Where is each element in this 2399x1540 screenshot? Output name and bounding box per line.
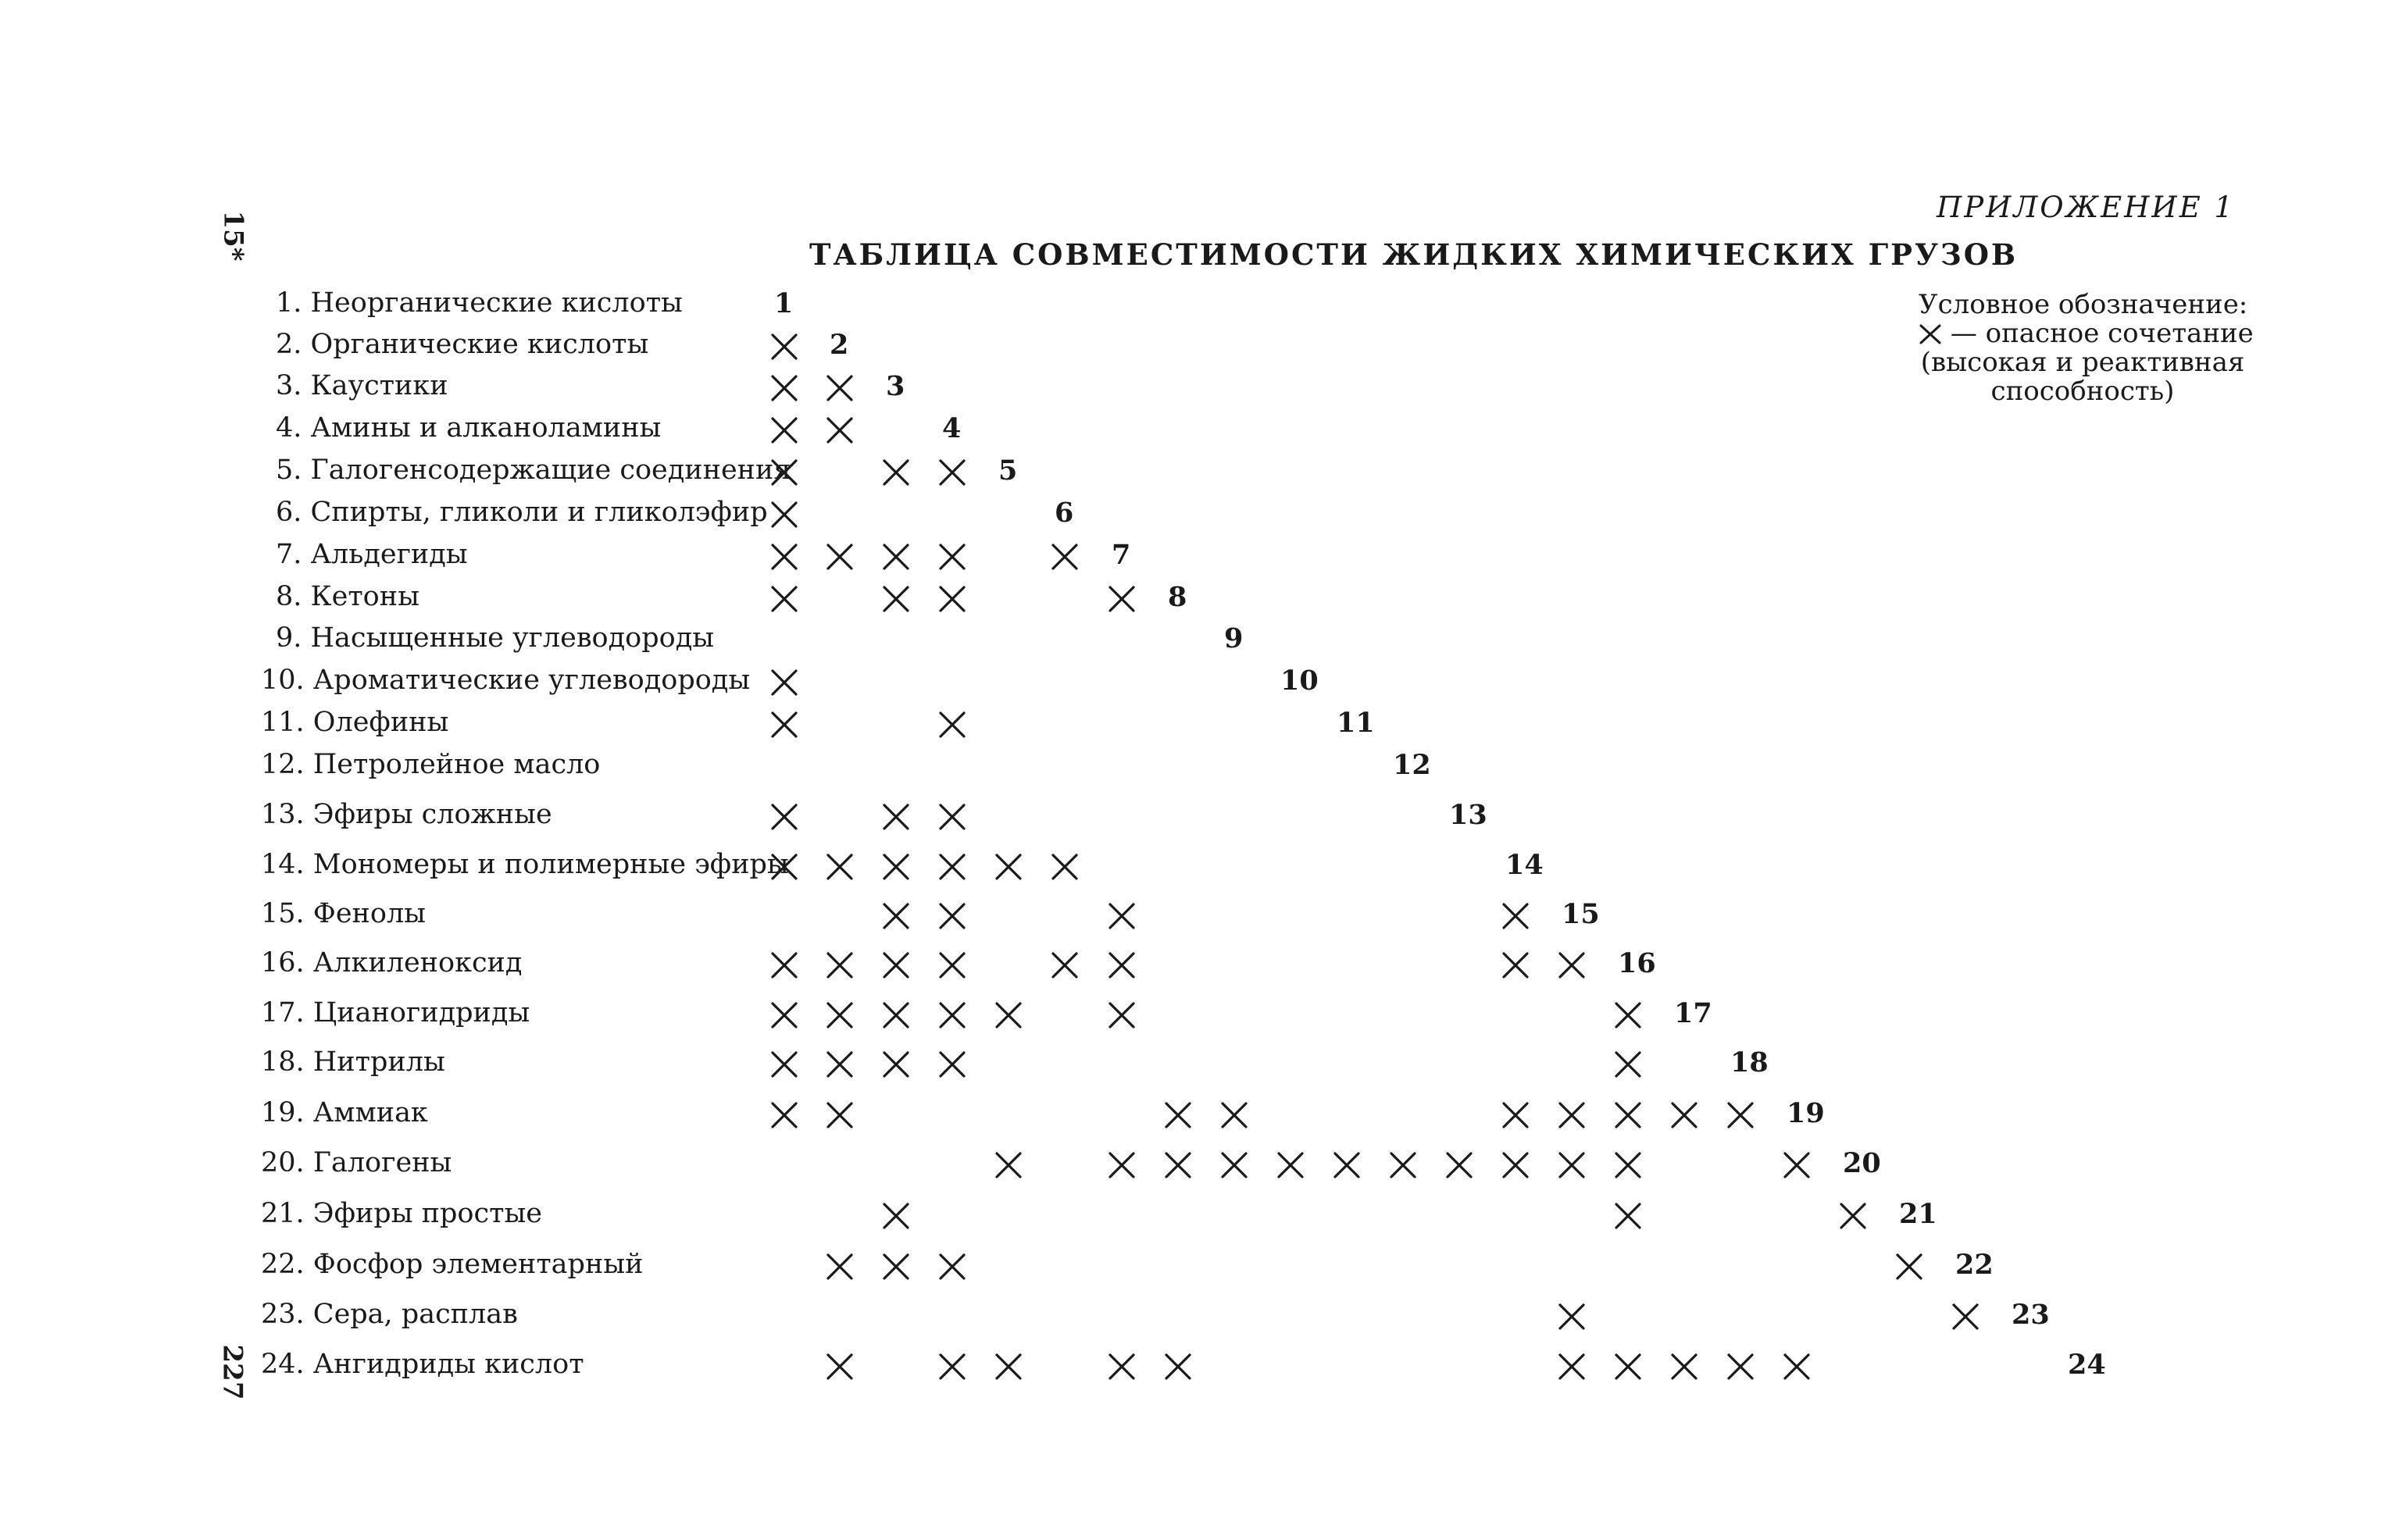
hazard-mark-20-8 bbox=[1166, 1153, 1190, 1177]
hazard-mark-8-4 bbox=[941, 587, 964, 611]
row-label-24: 24. Ангидриды кислот bbox=[261, 1349, 584, 1380]
hazard-mark-7-2 bbox=[828, 545, 851, 569]
hazard-mark-15-7 bbox=[1110, 904, 1133, 928]
hazard-mark-24-7 bbox=[1110, 1355, 1133, 1378]
hazard-mark-3-1 bbox=[773, 376, 796, 400]
hazard-mark-22-3 bbox=[884, 1255, 908, 1278]
diagonal-number-20: 20 bbox=[1843, 1147, 1881, 1179]
diagonal-number-12: 12 bbox=[1393, 749, 1431, 781]
diagonal-number-22: 22 bbox=[1955, 1249, 1994, 1281]
hazard-mark-7-3 bbox=[884, 545, 908, 569]
hazard-mark-16-2 bbox=[828, 954, 851, 977]
row-label-10: 10. Ароматические углеводороды bbox=[261, 665, 751, 696]
row-label-2: 2. Органические кислоты bbox=[276, 329, 649, 360]
hazard-mark-20-9 bbox=[1223, 1153, 1246, 1177]
legend-note-2: способность) bbox=[1990, 376, 2175, 407]
hazard-mark-21-16 bbox=[1616, 1204, 1640, 1228]
hazard-mark-7-4 bbox=[941, 545, 964, 569]
row-label-9: 9. Насыщенные углеводороды bbox=[276, 622, 715, 654]
hazard-mark-23-15 bbox=[1560, 1305, 1583, 1328]
row-label-1: 1. Неорганические кислоты bbox=[276, 287, 683, 319]
diagonal-number-16: 16 bbox=[1618, 947, 1656, 979]
hazard-mark-16-1 bbox=[773, 954, 796, 977]
row-label-23: 23. Сера, расплав bbox=[261, 1299, 518, 1330]
hazard-mark-19-16 bbox=[1616, 1103, 1640, 1127]
hazard-mark-24-4 bbox=[941, 1355, 964, 1378]
hazard-mark-20-13 bbox=[1448, 1153, 1471, 1177]
hazard-mark-22-4 bbox=[941, 1255, 964, 1278]
hazard-mark-18-4 bbox=[941, 1053, 964, 1076]
diagonal-number-21: 21 bbox=[1899, 1198, 1937, 1230]
hazard-mark-7-6 bbox=[1053, 545, 1076, 569]
hazard-mark-18-16 bbox=[1616, 1053, 1640, 1076]
hazard-mark-20-12 bbox=[1391, 1153, 1415, 1177]
hazard-mark-20-15 bbox=[1560, 1153, 1583, 1177]
hazard-mark-3-2 bbox=[828, 376, 851, 400]
margin-number-top: 15* bbox=[217, 210, 249, 262]
hazard-mark-20-10 bbox=[1279, 1153, 1302, 1177]
row-label-18: 18. Нитрилы bbox=[261, 1046, 445, 1078]
hazard-mark-24-5 bbox=[997, 1355, 1020, 1378]
hazard-mark-16-4 bbox=[941, 954, 964, 977]
diagonal-number-8: 8 bbox=[1168, 581, 1187, 613]
hazard-mark-14-5 bbox=[997, 855, 1020, 879]
row-label-21: 21. Эфиры простые bbox=[261, 1198, 543, 1229]
hazard-mark-20-11 bbox=[1335, 1153, 1358, 1177]
hazard-mark-14-2 bbox=[828, 855, 851, 879]
hazard-mark-14-4 bbox=[941, 855, 964, 879]
diagonal-number-17: 17 bbox=[1674, 997, 1712, 1029]
hazard-mark-23-22 bbox=[1954, 1305, 1977, 1328]
row-label-13: 13. Эфиры сложные bbox=[261, 799, 552, 830]
hazard-mark-24-2 bbox=[828, 1355, 851, 1378]
hazard-mark-19-8 bbox=[1166, 1103, 1190, 1127]
hazard-mark-4-1 bbox=[773, 419, 796, 442]
diagonal-number-1: 1 bbox=[774, 287, 794, 319]
hazard-mark-16-3 bbox=[884, 954, 908, 977]
hazard-mark-24-18 bbox=[1729, 1355, 1752, 1378]
hazard-mark-19-14 bbox=[1504, 1103, 1527, 1127]
hazard-mark-24-15 bbox=[1560, 1355, 1583, 1378]
hazard-mark-14-1 bbox=[773, 855, 796, 879]
diagonal-number-13: 13 bbox=[1449, 799, 1487, 831]
diagonal-number-24: 24 bbox=[2068, 1349, 2106, 1381]
row-label-3: 3. Каустики bbox=[276, 370, 448, 401]
appendix-label: ПРИЛОЖЕНИЕ 1 bbox=[1936, 191, 2235, 224]
hazard-mark-8-7 bbox=[1110, 587, 1133, 611]
hazard-mark-20-5 bbox=[997, 1153, 1020, 1177]
hazard-mark-18-3 bbox=[884, 1053, 908, 1076]
hazard-mark-17-1 bbox=[773, 1003, 796, 1027]
page-title: ТАБЛИЦА СОВМЕСТИМОСТИ ЖИДКИХ ХИМИЧЕСКИХ ГРУЗОВ bbox=[809, 237, 2019, 272]
hazard-mark-2-1 bbox=[773, 335, 796, 358]
hazard-mark-22-2 bbox=[828, 1255, 851, 1278]
diagonal-number-18: 18 bbox=[1730, 1046, 1769, 1078]
legend-meaning-text: — опасное сочетание bbox=[1950, 318, 2254, 349]
hazard-mark-24-8 bbox=[1166, 1355, 1190, 1378]
row-label-12: 12. Петролейное масло bbox=[261, 749, 601, 780]
diagonal-number-3: 3 bbox=[886, 370, 905, 402]
row-label-7: 7. Альдегиды bbox=[276, 539, 468, 570]
diagonal-number-10: 10 bbox=[1280, 665, 1319, 697]
row-label-17: 17. Цианогидриды bbox=[261, 997, 530, 1028]
hazard-mark-4-2 bbox=[828, 419, 851, 442]
row-label-20: 20. Галогены bbox=[261, 1147, 452, 1178]
legend-caption: Условное обозначение: bbox=[1919, 289, 2248, 320]
diagonal-number-2: 2 bbox=[830, 329, 849, 361]
diagonal-number-19: 19 bbox=[1787, 1097, 1825, 1129]
hazard-mark-19-17 bbox=[1673, 1103, 1696, 1127]
hazard-mark-6-1 bbox=[773, 503, 796, 526]
row-label-6: 6. Спирты, гликоли и гликолэфир bbox=[276, 497, 768, 528]
hazard-mark-13-4 bbox=[941, 805, 964, 829]
diagonal-number-5: 5 bbox=[998, 455, 1018, 487]
hazard-mark-10-1 bbox=[773, 671, 796, 694]
hazard-mark-21-20 bbox=[1841, 1204, 1865, 1228]
hazard-mark-24-19 bbox=[1785, 1355, 1808, 1378]
hazard-mark-11-1 bbox=[773, 713, 796, 736]
hazard-mark-17-3 bbox=[884, 1003, 908, 1027]
hazard-mark-17-16 bbox=[1616, 1003, 1640, 1027]
hazard-mark-5-3 bbox=[884, 461, 908, 484]
hazard-mark-24-16 bbox=[1616, 1355, 1640, 1378]
hazard-mark-19-9 bbox=[1223, 1103, 1246, 1127]
hazard-mark-20-14 bbox=[1504, 1153, 1527, 1177]
row-label-16: 16. Алкиленоксид bbox=[261, 947, 523, 979]
hazard-mark-15-3 bbox=[884, 904, 908, 928]
hazard-mark-18-1 bbox=[773, 1053, 796, 1076]
hazard-mark-16-14 bbox=[1504, 954, 1527, 977]
diagonal-number-4: 4 bbox=[942, 412, 962, 444]
hazard-mark-14-3 bbox=[884, 855, 908, 879]
diagonal-number-7: 7 bbox=[1112, 539, 1131, 571]
row-label-11: 11. Олефины bbox=[261, 707, 449, 738]
hazard-mark-17-7 bbox=[1110, 1003, 1133, 1027]
hazard-mark-16-6 bbox=[1053, 954, 1076, 977]
diagonal-number-23: 23 bbox=[2012, 1299, 2050, 1331]
diagonal-number-9: 9 bbox=[1224, 622, 1244, 654]
hazard-mark-16-15 bbox=[1560, 954, 1583, 977]
hazard-mark-16-7 bbox=[1110, 954, 1133, 977]
row-label-8: 8. Кетоны bbox=[276, 581, 419, 612]
hazard-mark-21-3 bbox=[884, 1204, 908, 1228]
hazard-mark-5-4 bbox=[941, 461, 964, 484]
row-label-5: 5. Галогенсодержащие соединения bbox=[276, 455, 791, 486]
hazard-mark-20-19 bbox=[1785, 1153, 1808, 1177]
diagonal-number-11: 11 bbox=[1337, 707, 1375, 739]
hazard-mark-19-2 bbox=[828, 1103, 851, 1127]
hazard-mark-14-6 bbox=[1053, 855, 1076, 879]
margin-number-bottom: 227 bbox=[216, 1344, 248, 1400]
hazard-mark-5-1 bbox=[773, 461, 796, 484]
hazard-mark-13-3 bbox=[884, 805, 908, 829]
row-label-15: 15. Фенолы bbox=[261, 898, 427, 929]
hazard-mark-13-1 bbox=[773, 805, 796, 829]
hazard-mark-19-18 bbox=[1729, 1103, 1752, 1127]
hazard-mark-19-1 bbox=[773, 1103, 796, 1127]
row-label-22: 22. Фосфор элементарный bbox=[261, 1249, 644, 1280]
hazard-mark-20-7 bbox=[1110, 1153, 1133, 1177]
hazard-mark-15-14 bbox=[1504, 904, 1527, 928]
diagonal-number-6: 6 bbox=[1055, 497, 1074, 529]
hazard-mark-8-3 bbox=[884, 587, 908, 611]
hazard-mark-17-2 bbox=[828, 1003, 851, 1027]
row-label-4: 4. Амины и алканоламины bbox=[276, 412, 662, 444]
hazard-mark-15-4 bbox=[941, 904, 964, 928]
hazard-mark-17-5 bbox=[997, 1003, 1020, 1027]
hazard-mark-17-4 bbox=[941, 1003, 964, 1027]
hazard-mark-24-17 bbox=[1673, 1355, 1696, 1378]
hazard-mark-7-1 bbox=[773, 545, 796, 569]
legend-note-1: (высокая и реактивная bbox=[1920, 347, 2245, 378]
diagonal-number-14: 14 bbox=[1505, 849, 1544, 881]
hazard-mark-18-2 bbox=[828, 1053, 851, 1076]
diagonal-number-15: 15 bbox=[1562, 898, 1600, 930]
row-label-14: 14. Мономеры и полимерные эфиры bbox=[261, 849, 789, 880]
row-label-19: 19. Аммиак bbox=[261, 1097, 428, 1128]
hazard-mark-20-16 bbox=[1616, 1153, 1640, 1177]
hazard-mark-11-4 bbox=[941, 713, 964, 736]
hazard-mark-8-1 bbox=[773, 587, 796, 611]
hazard-mark-19-15 bbox=[1560, 1103, 1583, 1127]
hazard-mark-22-21 bbox=[1897, 1255, 1921, 1278]
